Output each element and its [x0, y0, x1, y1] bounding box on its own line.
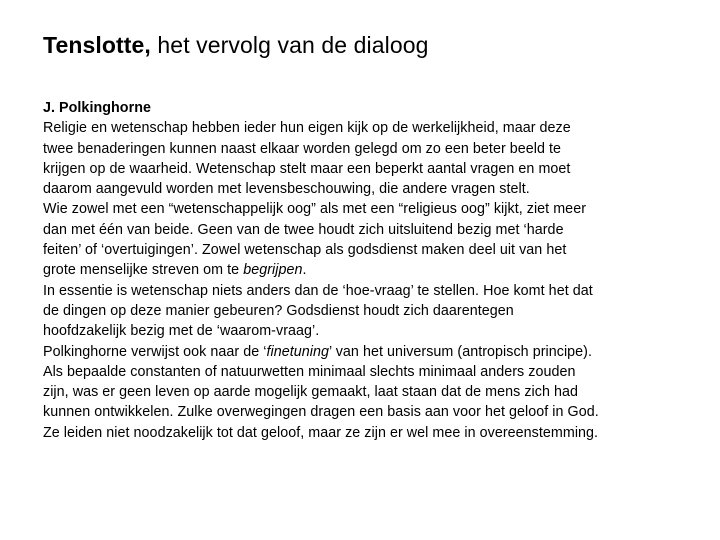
paragraph-line [43, 342, 693, 362]
author-heading: J. Polkinghorne [43, 100, 151, 116]
italic-term: begrijpen [243, 262, 303, 279]
slide-title-rest: het vervolg van de dialoog [150, 32, 429, 58]
paragraph-line: zijn, was er geen leven op aarde mogelijk gemaakt, laat staan dat de mens zich had [43, 384, 578, 401]
paragraph-line: Als bepaalde constanten of natuurwetten minimaal slechts minimaal anders zouden [43, 363, 576, 380]
paragraph-4 [43, 342, 693, 443]
line-text: ’ van het universum (antropisch principe). [329, 343, 593, 360]
line-text: . [302, 262, 307, 279]
paragraph-line: Wie zowel met een “wetenschappelijk oog” als met een “religieus oog” kijkt, ziet meer [43, 201, 587, 218]
slide-title [43, 28, 429, 62]
paragraph-line: feiten’ of ‘overtuigingen’. Zowel wetenschap als godsdienst maken deel uit van het [43, 242, 567, 259]
paragraph-line: daarom aangevuld worden met levensbeschouwing, die andere vragen stelt. [43, 181, 530, 198]
paragraph-line: krijgen op de waarheid. Wetenschap stelt maar een beperkt aantal vragen en moet [43, 160, 571, 177]
slide-title-bold: Tenslotte, [43, 32, 151, 58]
line-text: Polkinghorne verwijst ook naar de ‘ [43, 343, 267, 360]
paragraph-line [43, 260, 693, 280]
paragraph-line: In essentie is wetenschap niets anders dan de ‘hoe-vraag’ te stellen. Hoe komt het dat [43, 282, 593, 299]
paragraph-line: kunnen ontwikkelen. Zulke overwegingen dragen een basis aan voor het geloof in God. [43, 404, 599, 421]
slide-body [43, 98, 693, 443]
paragraph-line: Ze leiden niet noodzakelijk tot dat geloof, maar ze zijn er wel mee in overeenstemming. [43, 424, 599, 441]
italic-term: finetuning [266, 343, 329, 360]
paragraph-2 [43, 199, 693, 280]
paragraph-line: de dingen op deze manier gebeuren? Godsdienst houdt zich daarentegen [43, 302, 514, 319]
paragraph-line: hoofdzakelijk bezig met de ‘waarom-vraag’. [43, 323, 320, 340]
paragraph-line: Religie en wetenschap hebben ieder hun eigen kijk op de werkelijkheid, maar deze [43, 120, 571, 137]
paragraph-3 [43, 281, 693, 342]
line-text: grote menselijke streven om te [43, 262, 244, 279]
paragraph-line: dan met één van beide. Geen van de twee houdt zich uitsluitend bezig met ‘harde [43, 221, 564, 238]
paragraph-1 [43, 118, 693, 199]
paragraph-line: twee benaderingen kunnen naast elkaar worden gelegd om zo een beter beeld te [43, 140, 562, 157]
